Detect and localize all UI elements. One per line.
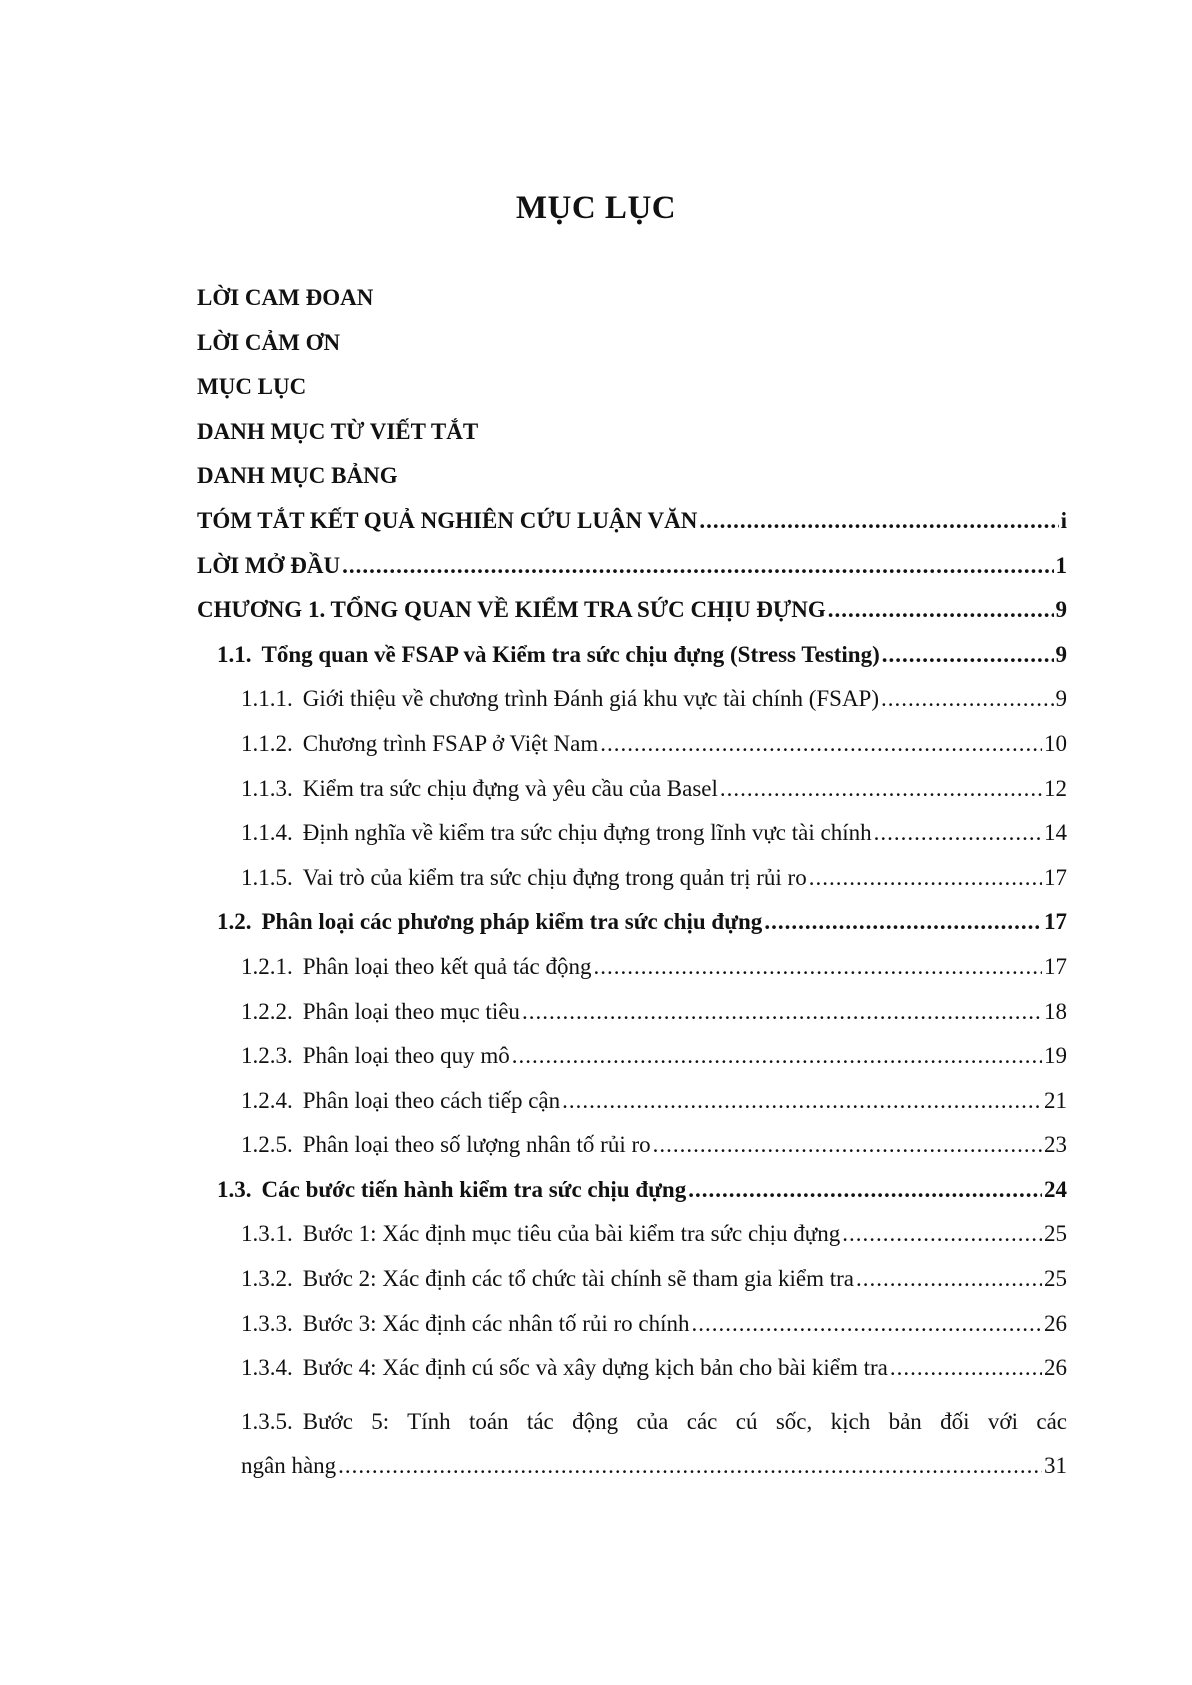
dot-leader [593, 954, 1042, 980]
toc-entry-number: 1.3.1. [241, 1221, 293, 1247]
toc-page-number: 1 [1055, 552, 1067, 578]
toc-entry-number: 1.3.4. [241, 1355, 293, 1381]
toc-page-number: 9 [1055, 597, 1067, 623]
toc-entry-text: Giới thiệu về chương trình Đánh giá khu vực tài chính (FSAP) [302, 686, 880, 712]
toc-entry-text: DANH MỤC BẢNG [197, 463, 398, 489]
toc-entry-number: 1.1. [217, 641, 252, 667]
toc-entry-number: 1.3. [217, 1176, 252, 1202]
toc-entry-line [197, 1444, 1067, 1489]
toc-page-number: i [1060, 507, 1067, 533]
toc-entry-text: Phân loại các phương pháp kiểm tra sức chịu đựng [261, 909, 763, 935]
toc-entry-text: Phân loại theo cách tiếp cận [302, 1087, 561, 1113]
toc-entry[interactable] [197, 731, 1067, 776]
page-title: MỤC LỤC [515, 190, 677, 226]
toc-entry-text: Bước 2: Xác định các tổ chức tài chính sẽ tham gia kiểm tra [302, 1266, 854, 1292]
dot-leader [764, 909, 1042, 935]
toc-entry-text: TÓM TẮT KẾT QUẢ NGHIÊN CỨU LUẬN VĂN [197, 507, 698, 533]
toc-entry[interactable] [197, 1088, 1067, 1133]
toc-page-number: 12 [1044, 775, 1067, 801]
toc-entry-number: 1.3.5. [241, 1408, 293, 1434]
toc-entry-text: LỜI CẢM ƠN [197, 329, 341, 355]
toc-entry-text-continued: ngân hàng [241, 1453, 337, 1479]
dot-leader [856, 1266, 1042, 1292]
toc-entry[interactable] [197, 1266, 1067, 1311]
dot-leader [653, 1132, 1042, 1158]
toc-entry[interactable] [197, 865, 1067, 910]
dot-leader [692, 1311, 1042, 1337]
toc-entry[interactable] [197, 1177, 1067, 1222]
toc-entry-text: Định nghĩa về kiểm tra sức chịu đựng trong lĩnh vực tài chính [302, 820, 872, 846]
toc-entry-text: Kiểm tra sức chịu đựng và yêu cầu của Basel [302, 775, 718, 801]
dot-leader [809, 865, 1042, 891]
toc-entry-number: 1.3.3. [241, 1310, 293, 1336]
toc-page-number: 18 [1044, 998, 1067, 1024]
dot-leader [512, 1043, 1042, 1069]
toc-entry-number: 1.2. [217, 909, 252, 935]
toc-entry-text: MỤC LỤC [197, 374, 307, 400]
dot-leader [882, 642, 1054, 668]
toc-entry-text: Bước 3: Xác định các nhân tố rủi ro chính [302, 1310, 690, 1336]
toc-entry-text: Tổng quan về FSAP và Kiểm tra sức chịu đựng (Stress Testing) [261, 641, 880, 667]
dot-leader [688, 1177, 1042, 1203]
toc-entry-number: 1.1.2. [241, 730, 293, 756]
toc-page-number: 17 [1044, 864, 1067, 890]
dot-leader [890, 1355, 1042, 1381]
dot-leader [562, 1088, 1042, 1114]
toc-entry[interactable] [197, 642, 1067, 687]
toc-entry-text: Vai trò của kiểm tra sức chịu đựng trong quản trị rủi ro [302, 864, 807, 890]
toc-page-number: 23 [1044, 1132, 1067, 1158]
toc-entry[interactable] [197, 330, 1067, 375]
toc-entry[interactable] [197, 1311, 1067, 1356]
toc-entry-number: 1.2.1. [241, 953, 293, 979]
toc-entry-line [241, 1400, 1067, 1445]
toc-page-number: 25 [1044, 1221, 1067, 1247]
dot-leader [881, 686, 1053, 712]
toc-entry[interactable] [197, 374, 1067, 419]
toc-entry-text: Các bước tiến hành kiểm tra sức chịu đựng [261, 1176, 687, 1202]
toc-entry-number: 1.1.3. [241, 775, 293, 801]
toc-entry[interactable] [197, 1355, 1067, 1400]
toc-entry-number: 1.3.2. [241, 1266, 293, 1292]
toc-entry-number: 1.1.5. [241, 864, 293, 890]
toc-entry-text: DANH MỤC TỪ VIẾT TẮT [197, 418, 479, 444]
toc-entry[interactable] [197, 597, 1067, 642]
dot-leader [828, 597, 1054, 623]
dot-leader [699, 508, 1058, 534]
dot-leader [522, 999, 1042, 1025]
toc-page-number: 17 [1044, 953, 1067, 979]
toc-entry[interactable] [197, 776, 1067, 821]
toc-entry[interactable] [197, 954, 1067, 999]
toc-page-number: 9 [1055, 641, 1067, 667]
dot-leader [842, 1221, 1042, 1247]
dot-leader [720, 776, 1042, 802]
toc-entry-number: 1.2.5. [241, 1132, 293, 1158]
toc-entry[interactable] [197, 909, 1067, 954]
toc-entry[interactable] [197, 686, 1067, 731]
dot-leader [874, 820, 1042, 846]
dot-leader [600, 731, 1042, 757]
toc-page-number: 21 [1044, 1087, 1067, 1113]
toc-page-number: 25 [1044, 1266, 1067, 1292]
toc-page-number: 26 [1044, 1310, 1067, 1336]
toc-page-number: 24 [1044, 1176, 1067, 1202]
toc-entry-number: 1.2.3. [241, 1043, 293, 1069]
toc-page-number: 26 [1044, 1355, 1067, 1381]
toc-page-number: 31 [1044, 1453, 1067, 1479]
toc-entry[interactable] [197, 553, 1067, 598]
toc-entry[interactable] [197, 463, 1067, 508]
toc-entry-text: Chương trình FSAP ở Việt Nam [302, 730, 599, 756]
toc-entry[interactable] [197, 1043, 1067, 1088]
toc-page-number: 10 [1044, 730, 1067, 756]
toc-entry[interactable] [197, 1400, 1067, 1489]
dot-leader [338, 1444, 1042, 1489]
toc-page-number: 9 [1055, 686, 1067, 712]
toc-entry-number: 1.2.2. [241, 998, 293, 1024]
toc-entry-text: CHƯƠNG 1. TỔNG QUAN VỀ KIỂM TRA SỨC CHỊU ĐỰNG [197, 597, 826, 623]
toc-entry-number: 1.1.1. [241, 686, 293, 712]
toc-entry-text: Bước 4: Xác định cú sốc và xây dựng kịch bản cho bài kiểm tra [302, 1355, 888, 1381]
toc-entry[interactable] [197, 820, 1067, 865]
toc-entry[interactable] [197, 285, 1067, 330]
table-of-contents [197, 285, 1067, 1489]
toc-entry[interactable] [197, 999, 1067, 1044]
toc-entry[interactable] [197, 508, 1067, 553]
toc-entry[interactable] [197, 1132, 1067, 1177]
toc-page-number: 17 [1044, 909, 1067, 935]
toc-entry[interactable] [197, 419, 1067, 464]
toc-entry-text: Phân loại theo số lượng nhân tố rủi ro [302, 1132, 651, 1158]
toc-entry-text: LỜI MỞ ĐẦU [197, 552, 341, 578]
toc-entry-text: Phân loại theo quy mô [302, 1043, 510, 1069]
toc-entry-text: LỜI CAM ĐOAN [197, 285, 374, 310]
toc-entry-text: Bước 5: Tính toán tác động của các cú sốc, kịch bản đối với các [302, 1408, 1067, 1434]
toc-entry[interactable] [197, 1221, 1067, 1266]
toc-entry-text: Bước 1: Xác định mục tiêu của bài kiểm tra sức chịu đựng [302, 1221, 841, 1247]
dot-leader [342, 553, 1053, 579]
toc-entry-number: 1.2.4. [241, 1087, 293, 1113]
toc-entry-text: Phân loại theo mục tiêu [302, 998, 520, 1024]
toc-entry-number: 1.1.4. [241, 820, 293, 846]
toc-page-number: 19 [1044, 1043, 1067, 1069]
toc-page-number: 14 [1044, 820, 1067, 846]
toc-entry-text: Phân loại theo kết quả tác động [302, 953, 592, 979]
